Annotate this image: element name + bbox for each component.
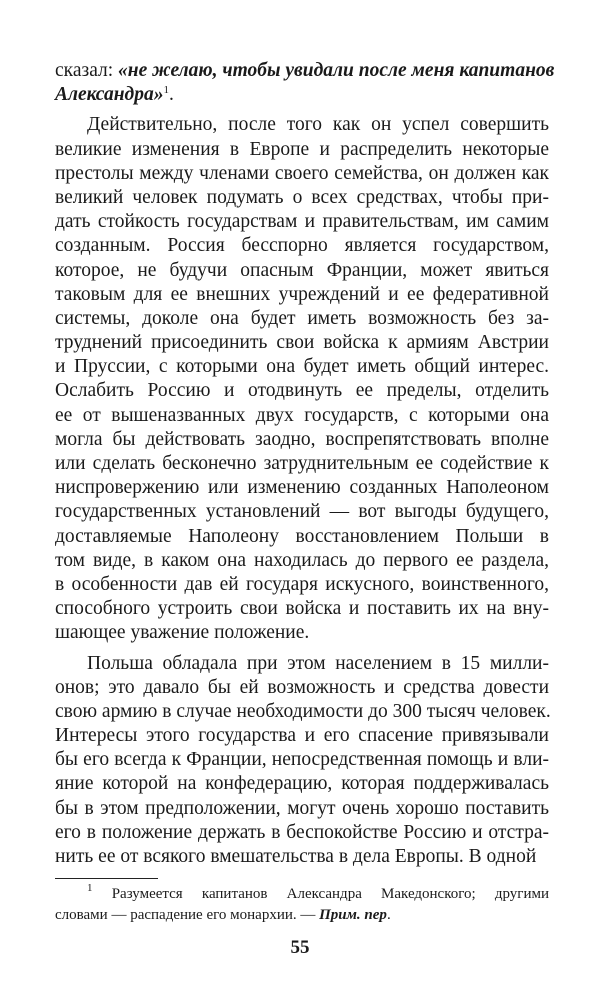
text-line: бы в этом предположении, могут очень хорошо поставить xyxy=(55,797,549,819)
text-line: шающее уважение положение. xyxy=(55,622,310,644)
text-line: государственных установлений — вот выгоды будущего, xyxy=(55,501,549,523)
text-plain: . xyxy=(168,84,174,106)
text-line: доставляемые Наполеону восстановлением Польши в xyxy=(55,525,549,547)
text-line: свою армию в случае необходимости до 300 тысяч человек. xyxy=(55,700,551,722)
text-line: нить ее от всякого вмешательства в дела Европы. В одной xyxy=(55,846,537,867)
text-line: способного устроить свои войска и поставить их на вну- xyxy=(55,598,549,620)
footnote-marker: 1 xyxy=(87,882,93,894)
body-text xyxy=(55,59,555,869)
text-line: созданным. Россия бесспорно является государством, xyxy=(55,235,549,257)
paragraph-quote-end xyxy=(55,59,555,107)
text-line: Ослабить Россию и отодвинуть ее пределы, отделить xyxy=(55,380,549,402)
text-line: в особенности дав ей государя искусного, воинственного, xyxy=(55,573,549,595)
text-line: великие изменения в Европе и распределить некоторые xyxy=(55,138,549,160)
text-line: труднений присоединить свои войска к армиям Австрии xyxy=(55,332,549,354)
text-line: бы его всегда к Франции, непосредственная помощь и вли- xyxy=(55,749,549,771)
footnote-text: Разумеется капитанов Александра Македонского; другими xyxy=(111,886,550,902)
text-line: дать стойкость государствам и правительствам, им самим xyxy=(55,211,549,233)
text-line: которое, не будучи опасным Франции, может явиться xyxy=(55,259,549,281)
paragraph xyxy=(55,652,549,870)
text-line: Польша обладала при этом населением в 15 милли- xyxy=(87,652,549,674)
text-line: Действительно, после того как он успел совершить xyxy=(87,114,549,136)
text-line: великий человек подумать о всех средствах, чтобы при- xyxy=(55,186,549,208)
text-line: его в положение держать в беспокойстве Россию и отстра- xyxy=(55,821,549,843)
text-line xyxy=(55,83,549,107)
text-plain: сказал: xyxy=(55,60,119,81)
text-line: Интересы этого государства и его спасение привязывали xyxy=(55,725,549,747)
footnote-line xyxy=(55,905,549,926)
paragraph xyxy=(55,113,549,645)
text-line: могла бы действовать заодно, воспрепятствовать вполне xyxy=(55,428,549,450)
footnote-ref[interactable]: 1 xyxy=(163,84,169,97)
footnote-text: словами — распадение его монархии. — xyxy=(55,907,320,923)
footnote xyxy=(55,884,549,926)
text-line: ее от вышеназванных двух государств, с которыми она xyxy=(55,404,549,426)
quote-italic: «не желаю, чтобы увидали после меня капитанов xyxy=(118,60,555,81)
text-line: престолы между членами своего семейства, он должен как xyxy=(55,162,549,184)
text-line: и Пруссии, с которыми она будет иметь общий интерес. xyxy=(55,356,549,378)
text-line: системы, доколе она будет иметь возможность без за- xyxy=(55,307,549,329)
text-line: или сделать бесконечно затруднительным ее содействие к xyxy=(55,453,549,474)
footnote-divider xyxy=(55,878,158,879)
text-line: яние которой на конфедерацию, которая поддерживалась xyxy=(55,773,549,795)
text-line: онов; это давало бы ей возможность и средства довести xyxy=(55,676,549,698)
text-line: таковым для ее внешних учреждений и ее федеративной xyxy=(55,283,549,305)
text-line: ниспровержению или изменению созданных Наполеоном xyxy=(55,477,549,499)
page-number: 55 xyxy=(290,937,310,958)
quote-italic: Александра» xyxy=(55,84,164,106)
text-line: том виде, в каком она находилась до первого ее раздела, xyxy=(55,549,549,571)
text-line xyxy=(55,59,555,83)
footnote-line xyxy=(55,884,549,905)
footnote-text: . xyxy=(386,907,391,923)
translator-note: Прим. пер xyxy=(319,907,387,923)
